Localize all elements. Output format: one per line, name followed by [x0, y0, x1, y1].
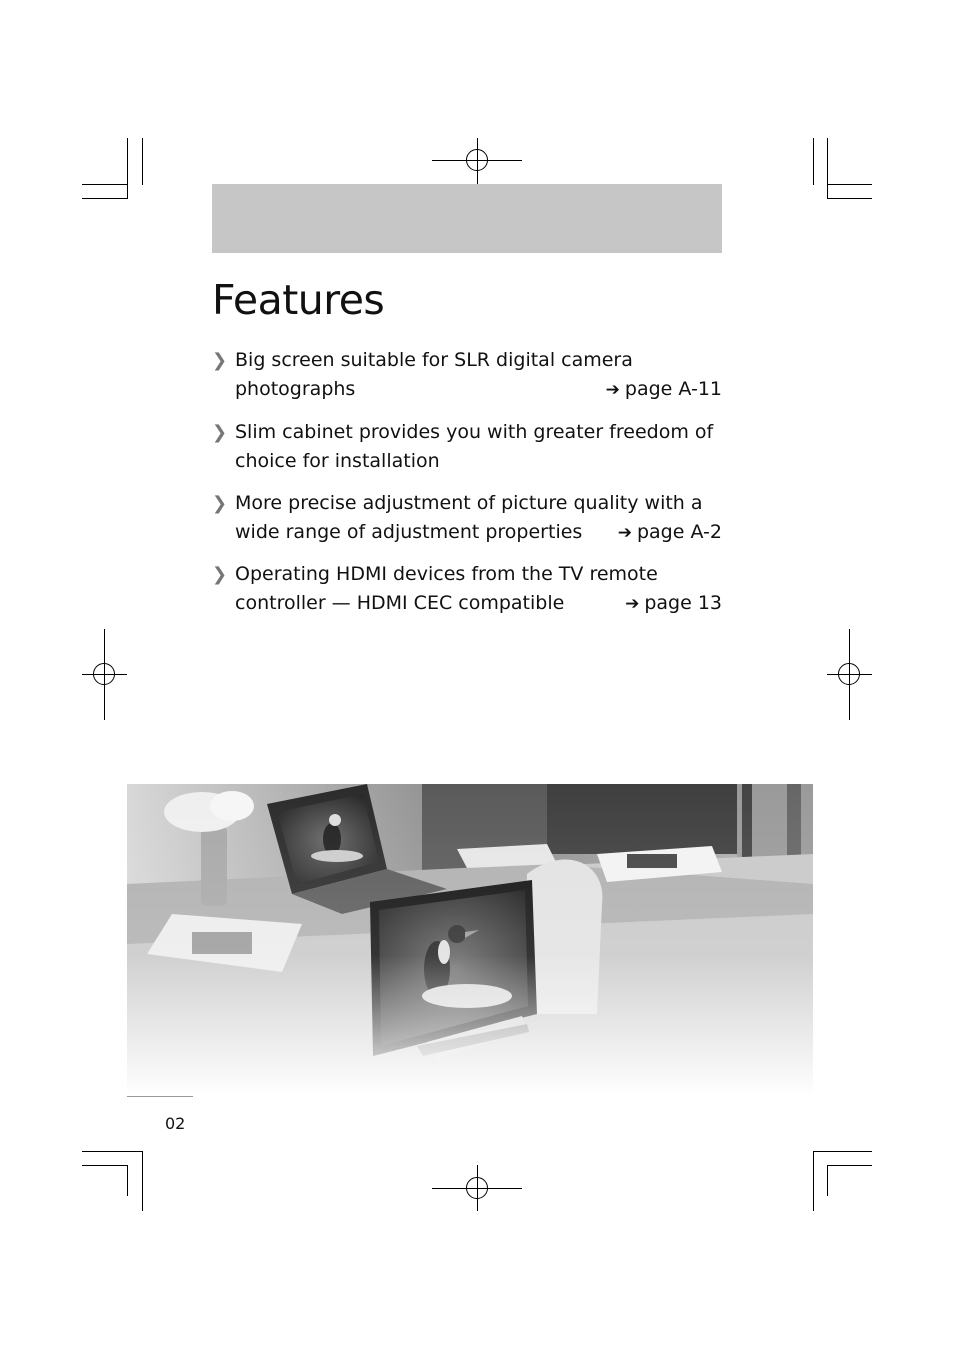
header-band	[212, 184, 722, 253]
feature-line: Slim cabinet provides you with greater freedom of	[235, 421, 714, 443]
arrow-right-icon: ➔	[625, 594, 640, 614]
feature-item	[212, 560, 722, 618]
registration-circle-icon	[466, 149, 488, 171]
page-reference-label: page A-2	[636, 521, 722, 543]
page-reference[interactable]	[625, 589, 722, 619]
chevron-right-icon: ❯	[212, 564, 228, 585]
crop-mark	[827, 198, 872, 199]
crop-mark	[827, 1165, 828, 1196]
feature-line: choice for installation	[235, 450, 440, 472]
crop-mark	[813, 1151, 872, 1152]
page-reference-label: page A-11	[624, 378, 722, 400]
page-reference-label: page 13	[644, 592, 722, 614]
feature-line-text: photographs	[235, 378, 356, 400]
feature-item	[212, 489, 722, 547]
crop-mark	[813, 138, 814, 185]
feature-line-text: wide range of adjustment properties	[235, 521, 583, 543]
chevron-right-icon: ❯	[212, 422, 228, 443]
crop-mark	[82, 1151, 143, 1152]
crop-mark	[82, 184, 128, 185]
footer-rule	[127, 1096, 193, 1097]
crop-mark	[82, 1165, 128, 1166]
chevron-right-icon: ❯	[212, 493, 228, 514]
crop-mark	[827, 1165, 872, 1166]
room-scene-photo	[127, 784, 813, 1096]
crop-mark	[813, 1151, 814, 1211]
feature-line	[235, 375, 722, 404]
crop-mark	[827, 138, 828, 199]
feature-line-text: controller — HDMI CEC compatible	[235, 592, 565, 614]
page-title: Features	[212, 276, 385, 324]
crop-mark	[127, 1165, 128, 1196]
crop-mark	[127, 138, 128, 199]
feature-item	[212, 418, 722, 476]
arrow-right-icon: ➔	[617, 523, 632, 543]
feature-item	[212, 346, 722, 404]
registration-circle-icon	[466, 1177, 488, 1199]
page-reference[interactable]	[618, 518, 722, 548]
feature-line	[235, 518, 722, 547]
feature-line	[235, 589, 722, 618]
page-reference[interactable]	[606, 375, 722, 405]
crop-mark	[82, 198, 128, 199]
crop-mark	[142, 138, 143, 185]
registration-circle-icon	[838, 663, 860, 685]
feature-line: Big screen suitable for SLR digital camera	[235, 349, 633, 371]
arrow-right-icon: ➔	[605, 380, 620, 400]
registration-circle-icon	[93, 663, 115, 685]
crop-mark	[142, 1151, 143, 1211]
feature-line: More precise adjustment of picture quality with a	[235, 492, 703, 514]
crop-mark	[827, 184, 872, 185]
page-number: 02	[165, 1114, 186, 1133]
chevron-right-icon: ❯	[212, 350, 228, 371]
feature-line: Operating HDMI devices from the TV remote	[235, 563, 658, 585]
